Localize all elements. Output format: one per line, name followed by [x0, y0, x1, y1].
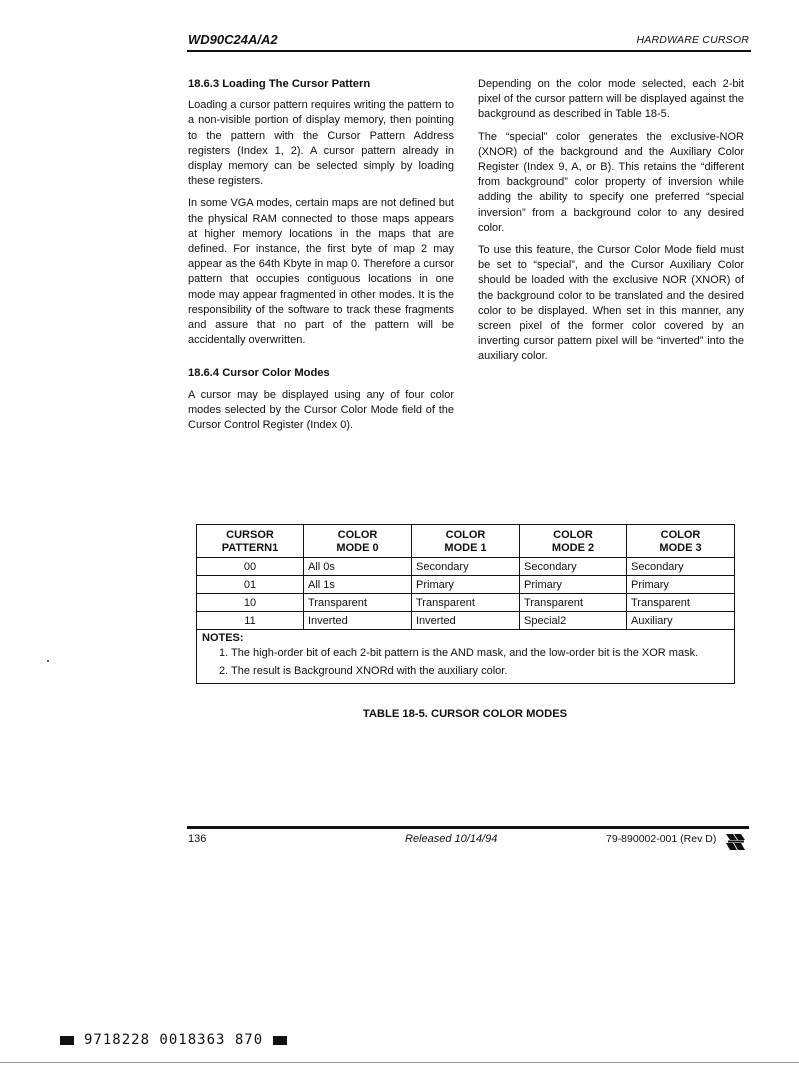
table-cell: 01 [197, 576, 304, 594]
note-item: 2. The result is Background XNORd with the auxiliary color. [219, 664, 508, 677]
notes-title: NOTES: [202, 632, 244, 644]
cursor-color-modes-table [196, 524, 735, 684]
table-cell: 10 [197, 594, 304, 612]
section-heading-loading-pattern: 18.6.3 Loading The Cursor Pattern [188, 78, 371, 90]
table-row [197, 558, 735, 576]
table-cell: Secondary [627, 558, 735, 576]
table-cell: All 1s [304, 576, 412, 594]
paragraph: Depending on the color mode selected, each 2-bit pixel of the cursor pattern will be displayed against the background as described in Table 18-5. [478, 78, 744, 121]
table-cell: Secondary [412, 558, 520, 576]
header-title: WD90C24A/A2 [188, 32, 278, 47]
paragraph: To use this feature, the Cursor Color Mode field must be set to “special”, and the Cursor Auxiliary Color should be loaded with the exclusive NOR (XNOR) of the background color to be translated and the desired color to be displayed. When set in this manner, any screen pixel of the former color covered by an inverting cursor pattern pixel will be “inverted” into the auxiliary color. [478, 244, 744, 363]
paragraph: The “special” color generates the exclusive-NOR (XNOR) of the background and the Auxiliary Color Register (Index 9, A, or B). This retains the “different from background” color property of inversion while adding the ability to specify one preferred “special inversion” from a background color to any desired color. [478, 130, 744, 234]
table-cell: Transparent [304, 594, 412, 612]
table-cell: Inverted [412, 612, 520, 630]
scan-code-text: 9718228 0018363 870 [84, 1032, 264, 1048]
table-cell: Secondary [520, 558, 627, 576]
table-cell: 00 [197, 558, 304, 576]
column-header: CURSOR PATTERN1 [197, 525, 304, 558]
table-cell: Transparent [627, 594, 735, 612]
scan-code [60, 1032, 287, 1048]
table-header-row [197, 525, 735, 558]
table-cell: Primary [627, 576, 735, 594]
column-header: COLOR MODE 0 [304, 525, 412, 558]
header-rule [187, 50, 751, 52]
company-logo-icon [726, 832, 746, 857]
section-heading-color-modes: 18.6.4 Cursor Color Modes [188, 367, 330, 380]
column-header: COLOR MODE 3 [627, 525, 735, 558]
barcode-block-icon [60, 1036, 74, 1045]
right-column [478, 77, 744, 372]
table-cell: Special2 [520, 612, 627, 630]
table-caption: TABLE 18-5. CURSOR COLOR MODES [362, 708, 568, 720]
table-notes [197, 630, 735, 684]
column-header: COLOR MODE 2 [520, 525, 627, 558]
scan-speck [47, 660, 49, 662]
table-cell: Primary [412, 576, 520, 594]
paragraph: Loading a cursor pattern requires writing the pattern to a non-visible portion of display memory, then pointing to the pattern with the Cursor Pattern Address registers (Index 1, 2). A cursor pattern already in display memory can be selected simply by loading these registers. [188, 99, 454, 188]
document-number: 79-890002-001 (Rev D) [606, 833, 717, 845]
page-bottom-edge [0, 1062, 799, 1063]
note-item: 1. The high-order bit of each 2-bit pattern is the AND mask, and the low-order bit is the XOR mask. [219, 647, 699, 659]
table-row [197, 594, 735, 612]
table-row [197, 612, 735, 630]
barcode-block-icon [273, 1036, 287, 1045]
table-cell: Inverted [304, 612, 412, 630]
table-cell: 11 [197, 612, 304, 630]
table-row [197, 576, 735, 594]
column-header: COLOR MODE 1 [412, 525, 520, 558]
table-cell: Primary [520, 576, 627, 594]
header-section: HARDWARE CURSOR [636, 34, 749, 46]
paragraph: A cursor may be displayed using any of four color modes selected by the Cursor Color Mode field of the Cursor Control Register (Index 0). [188, 388, 454, 432]
table-cell: Transparent [520, 594, 627, 612]
table-cell: All 0s [304, 558, 412, 576]
left-column [188, 77, 454, 440]
page-number: 136 [188, 833, 207, 845]
table-notes-row [197, 630, 735, 684]
release-date: Released 10/14/94 [405, 833, 498, 845]
table-cell: Auxiliary [627, 612, 735, 630]
table-cell: Transparent [412, 594, 520, 612]
footer-rule [187, 826, 749, 829]
paragraph: In some VGA modes, certain maps are not defined but the physical RAM connected to those maps appears at higher memory locations in the maps that are defined. For instance, the first byte of map 2 may appear as the 64th Kbyte in map 0. Therefore a cursor pattern that occupies contiguous locations in one mode may appear fragmented in other modes. It is the responsibility of the software to track these fragments and assure that no part of the pattern will be accidentally overwritten. [188, 197, 454, 347]
